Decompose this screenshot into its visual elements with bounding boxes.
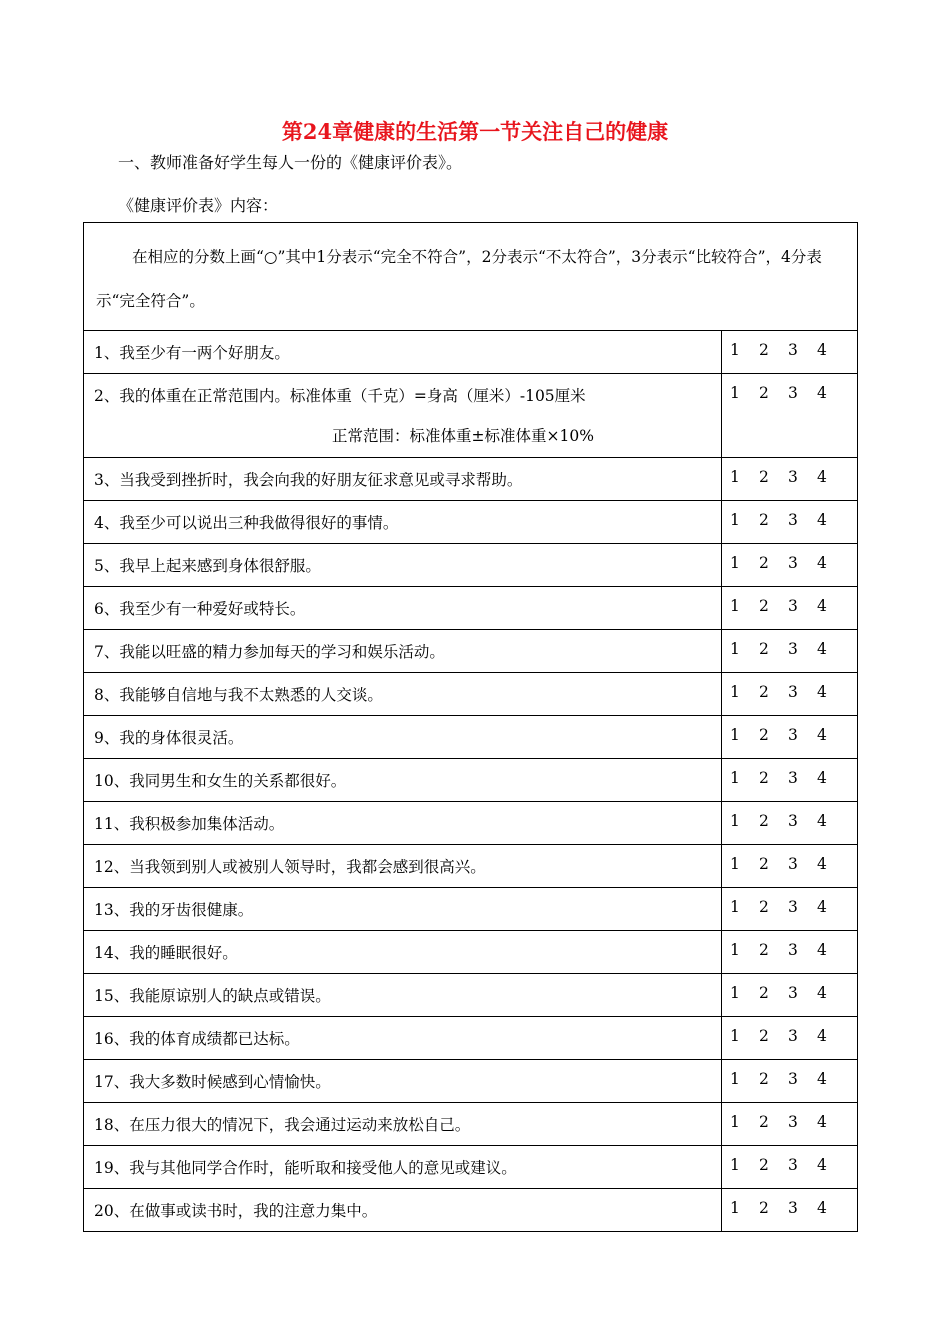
item-cell [84,716,722,759]
score-option[interactable]: 3 [788,898,798,916]
score-cell [722,845,858,888]
table-row [84,331,858,374]
score-option[interactable]: 3 [788,640,798,658]
score-option[interactable]: 1 [730,597,740,615]
score-option[interactable]: 2 [759,855,769,873]
item-cell [84,374,722,458]
score-option[interactable]: 4 [817,1199,827,1217]
score-option[interactable]: 2 [759,1113,769,1131]
item-cell [84,974,722,1017]
table-row [84,716,858,759]
score-option[interactable]: 3 [788,1199,798,1217]
score-option[interactable]: 1 [730,812,740,830]
score-option[interactable]: 3 [788,1070,798,1088]
score-option[interactable]: 4 [817,597,827,615]
score-option[interactable]: 3 [788,597,798,615]
table-row [84,501,858,544]
item-cell [84,501,722,544]
score-option[interactable]: 4 [817,554,827,572]
item-text: 1、我至少有一两个好朋友。 [94,344,290,362]
table-row [84,374,858,458]
score-option[interactable]: 3 [788,726,798,744]
table-row [84,1017,858,1060]
score-option[interactable]: 1 [730,941,740,959]
score-option[interactable]: 4 [817,1070,827,1088]
score-option[interactable]: 3 [788,384,798,402]
score-option[interactable]: 1 [730,1027,740,1045]
score-option[interactable]: 3 [788,984,798,1002]
score-option[interactable]: 3 [788,554,798,572]
score-option[interactable]: 2 [759,1199,769,1217]
score-option[interactable]: 4 [817,941,827,959]
table-row [84,630,858,673]
score-option[interactable]: 2 [759,1156,769,1174]
score-option[interactable]: 1 [730,683,740,701]
score-cell [722,716,858,759]
score-option[interactable]: 4 [817,984,827,1002]
score-option[interactable]: 1 [730,341,740,359]
item-text: 10、我同男生和女生的关系都很好。 [94,772,347,790]
item-cell [84,331,722,374]
score-option[interactable]: 3 [788,941,798,959]
score-option[interactable]: 2 [759,597,769,615]
score-option[interactable]: 1 [730,769,740,787]
score-option[interactable]: 3 [788,511,798,529]
score-cell [722,544,858,587]
table-row [84,931,858,974]
score-cell [722,1146,858,1189]
score-option[interactable]: 4 [817,683,827,701]
score-option[interactable]: 3 [788,1156,798,1174]
score-option[interactable]: 2 [759,511,769,529]
score-option[interactable]: 3 [788,1113,798,1131]
score-option[interactable]: 2 [759,812,769,830]
score-cell [722,1017,858,1060]
table-row [84,544,858,587]
score-option[interactable]: 4 [817,341,827,359]
score-option[interactable]: 1 [730,898,740,916]
item-cell [84,587,722,630]
score-option[interactable]: 4 [817,640,827,658]
table-row [84,1060,858,1103]
table-row [84,587,858,630]
item-text: 13、我的牙齿很健康。 [94,901,254,919]
table-row [84,974,858,1017]
score-option[interactable]: 2 [759,384,769,402]
table-row [84,845,858,888]
table-row [84,888,858,931]
score-option[interactable]: 2 [759,468,769,486]
score-cell [722,331,858,374]
score-option[interactable]: 1 [730,1070,740,1088]
item-cell [84,802,722,845]
item-cell [84,1189,722,1232]
table-instructions [84,223,858,331]
score-option[interactable]: 2 [759,984,769,1002]
score-option[interactable]: 1 [730,384,740,402]
score-option[interactable]: 3 [788,1027,798,1045]
item-text: 19、我与其他同学合作时，能听取和接受他人的意见或建议。 [94,1159,517,1177]
score-option[interactable]: 2 [759,898,769,916]
score-cell [722,630,858,673]
score-option[interactable]: 2 [759,941,769,959]
item-text: 4、我至少可以说出三种我做得很好的事情。 [94,514,399,532]
item-cell [84,673,722,716]
table-row [84,673,858,716]
score-cell [722,374,858,458]
score-option[interactable]: 3 [788,855,798,873]
score-option[interactable]: 1 [730,1113,740,1131]
item-text: 17、我大多数时候感到心情愉快。 [94,1073,331,1091]
score-cell [722,1189,858,1232]
item-cell [84,458,722,501]
item-cell [84,888,722,931]
table-row [84,1189,858,1232]
score-option[interactable]: 1 [730,984,740,1002]
score-option[interactable]: 2 [759,1027,769,1045]
item-text: 16、我的体育成绩都已达标。 [94,1030,300,1048]
score-option[interactable]: 3 [788,468,798,486]
item-text: 5、我早上起来感到身体很舒服。 [94,557,321,575]
intro-paragraph: 一、教师准备好学生每人一份的《健康评价表》。 [118,153,463,172]
score-cell [722,1060,858,1103]
table-row [84,1103,858,1146]
item-text: 12、当我领到别人或被别人领导时，我都会感到很高兴。 [94,858,486,876]
table-caption: 《健康评价表》内容： [118,196,279,215]
item-cell [84,931,722,974]
score-option[interactable]: 4 [817,384,827,402]
score-option[interactable]: 1 [730,554,740,572]
score-cell [722,673,858,716]
score-option[interactable]: 1 [730,468,740,486]
score-option[interactable]: 4 [817,855,827,873]
score-option[interactable]: 1 [730,1199,740,1217]
score-option[interactable]: 3 [788,812,798,830]
score-option[interactable]: 2 [759,1070,769,1088]
health-evaluation-table [83,222,858,1232]
score-option[interactable]: 3 [788,341,798,359]
item-text: 14、我的睡眠很好。 [94,944,238,962]
score-cell [722,458,858,501]
score-option[interactable]: 1 [730,1156,740,1174]
score-option[interactable]: 2 [759,769,769,787]
item-cell [84,1146,722,1189]
item-cell [84,1103,722,1146]
score-option[interactable]: 2 [759,341,769,359]
item-cell [84,630,722,673]
item-text: 9、我的身体很灵活。 [94,729,244,747]
score-option[interactable]: 3 [788,683,798,701]
score-option[interactable]: 4 [817,769,827,787]
score-cell [722,501,858,544]
item-cell [84,544,722,587]
score-option[interactable]: 4 [817,1156,827,1174]
table-row [84,759,858,802]
score-option[interactable]: 4 [817,511,827,529]
score-cell [722,759,858,802]
item-text: 3、当我受到挫折时，我会向我的好朋友征求意见或寻求帮助。 [94,471,523,489]
item-text: 11、我积极参加集体活动。 [94,815,285,833]
score-option[interactable]: 1 [730,511,740,529]
score-cell [722,587,858,630]
item-text: 7、我能以旺盛的精力参加每天的学习和娱乐活动。 [94,643,445,661]
item-text: 20、在做事或读书时，我的注意力集中。 [94,1202,378,1220]
score-cell [722,1103,858,1146]
item-text: 2、我的体重在正常范围内。标准体重（千克）=身高（厘米）-105厘米 [94,387,586,405]
score-option[interactable]: 4 [817,1027,827,1045]
table-row [84,802,858,845]
score-option[interactable]: 4 [817,898,827,916]
item-text: 8、我能够自信地与我不太熟悉的人交谈。 [94,686,383,704]
score-option[interactable]: 2 [759,683,769,701]
score-cell [722,802,858,845]
score-cell [722,931,858,974]
item-subtext: 正常范围：标准体重±标准体重×10% [332,427,594,445]
score-option[interactable]: 2 [759,726,769,744]
score-option[interactable]: 1 [730,726,740,744]
score-option[interactable]: 2 [759,554,769,572]
score-option[interactable]: 4 [817,726,827,744]
score-option[interactable]: 4 [817,1113,827,1131]
score-option[interactable]: 4 [817,468,827,486]
document-title: 第24章健康的生活第一节关注自己的健康 [281,119,669,144]
score-option[interactable]: 3 [788,769,798,787]
item-text: 6、我至少有一种爱好或特长。 [94,600,306,618]
instructions-text: 在相应的分数上画“○”其中1分表示“完全不符合”，2分表示“不太符合”，3分表示“比较符合”，4分表示“完全符合”。 [96,248,822,310]
table-row [84,458,858,501]
item-cell [84,845,722,888]
item-cell [84,1060,722,1103]
item-cell [84,1017,722,1060]
score-option[interactable]: 4 [817,812,827,830]
item-cell [84,759,722,802]
score-option[interactable]: 1 [730,855,740,873]
score-cell [722,974,858,1017]
score-option[interactable]: 2 [759,640,769,658]
item-text: 18、在压力很大的情况下，我会通过运动来放松自己。 [94,1116,471,1134]
score-cell [722,888,858,931]
score-option[interactable]: 1 [730,640,740,658]
table-row [84,1146,858,1189]
item-text: 15、我能原谅别人的缺点或错误。 [94,987,331,1005]
